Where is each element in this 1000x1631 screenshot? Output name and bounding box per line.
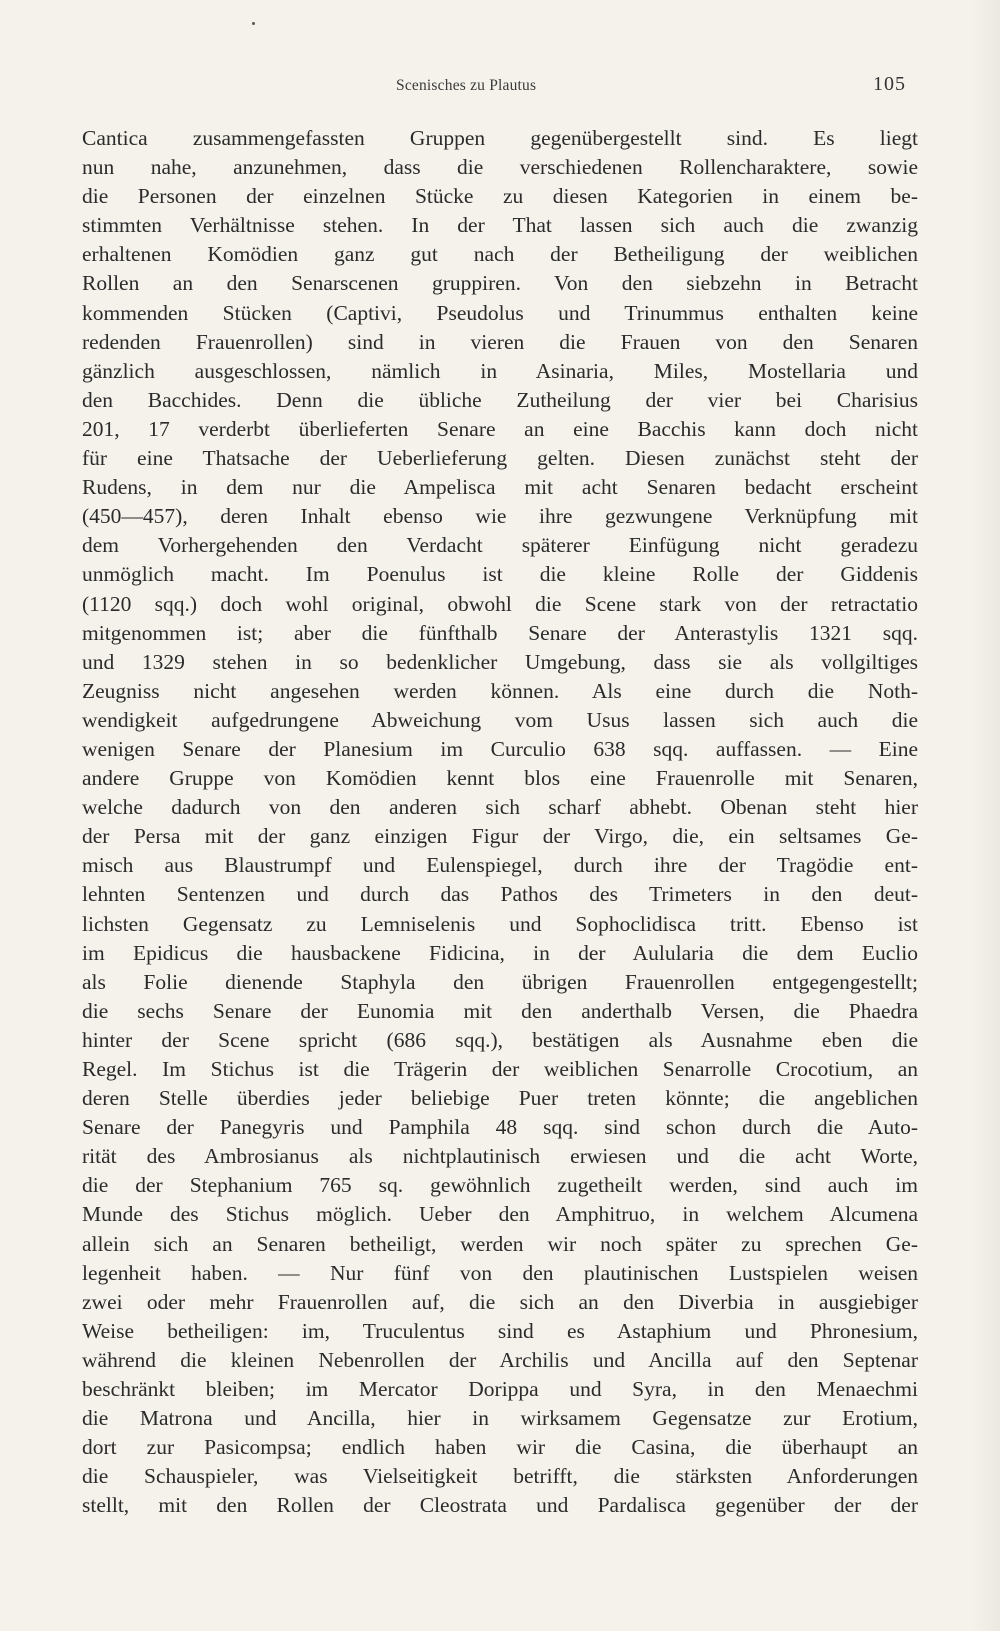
text-line: 201, 17 verderbt überlieferten Senare an eine Bacchis kann doch nicht xyxy=(82,416,918,441)
text-line: den Bacchides. Denn die übliche Zutheilung der vier bei Charisius xyxy=(82,387,918,412)
text-line: nun nahe, anzunehmen, dass die verschiedenen Rollencharaktere, sowie xyxy=(82,155,918,180)
text-line: misch aus Blaustrumpf und Eulenspiegel, durch ihre der Tragödie ent- xyxy=(82,853,918,878)
text-line: Zeugniss nicht angesehen werden können. Als eine durch die Noth- xyxy=(82,678,918,703)
text-line: mitgenommen ist; aber die fünfthalb Senare der Anterastylis 1321 sqq. xyxy=(82,620,918,645)
text-line: die Matrona und Ancilla, hier in wirksamem Gegensatze zur Erotium, xyxy=(82,1406,918,1431)
text-line: Senare der Panegyris und Pamphila 48 sqq. sind schon durch die Auto- xyxy=(82,1115,918,1140)
running-title: Scenisches zu Plautus xyxy=(396,77,537,94)
text-line: legenheit haben. — Nur fünf von den plautinischen Lustspielen weisen xyxy=(82,1260,918,1285)
text-line: stimmten Verhältnisse stehen. In der That lassen sich auch die zwanzig xyxy=(82,213,918,238)
text-line: hinter der Scene spricht (686 sqq.), bestätigen als Ausnahme eben die xyxy=(82,1027,918,1052)
text-line: die sechs Senare der Eunomia mit den anderthalb Versen, die Phaedra xyxy=(82,998,918,1023)
text-line: als Folie dienende Staphyla den übrigen Frauenrollen entgegengestellt; xyxy=(82,969,918,994)
text-line: die der Stephanium 765 sq. gewöhnlich zugetheilt werden, sind auch im xyxy=(82,1173,918,1198)
text-line: andere Gruppe von Komödien kennt blos eine Frauenrolle mit Senaren, xyxy=(82,766,918,791)
text-line: wenigen Senare der Planesium im Curculio 638 sqq. auffassen. — Eine xyxy=(82,736,918,761)
text-line: zwei oder mehr Frauenrollen auf, die sich an den Diverbia in ausgiebiger xyxy=(82,1289,918,1314)
text-line: (1120 sqq.) doch wohl original, obwohl die Scene stark von der retractatio xyxy=(82,591,918,616)
text-line: allein sich an Senaren betheiligt, werden wir noch später zu sprechen Ge- xyxy=(82,1231,918,1256)
print-speck xyxy=(252,22,255,25)
page-edge-shadow xyxy=(970,0,1000,1631)
body-text xyxy=(82,124,918,1521)
text-line: beschränkt bleiben; im Mercator Dorippa und Syra, in den Menaechmi xyxy=(82,1377,918,1402)
text-line: und 1329 stehen in so bedenklicher Umgebung, dass sie als vollgiltiges xyxy=(82,649,918,674)
running-head xyxy=(0,73,1000,101)
text-line: Cantica zusammengefassten Gruppen gegenübergestellt sind. Es liegt xyxy=(82,126,918,150)
text-line: dem Vorhergehenden den Verdacht späterer Einfügung nicht geradezu xyxy=(82,533,918,558)
text-line: Regel. Im Stichus ist die Trägerin der weiblichen Senarrolle Crocotium, an xyxy=(82,1057,918,1081)
text-line: gänzlich ausgeschlossen, nämlich in Asinaria, Miles, Mostellaria und xyxy=(82,358,918,383)
text-line: Weise betheiligen: im, Truculentus sind es Astaphium und Phronesium, xyxy=(82,1318,918,1343)
text-line: im Epidicus die hausbackene Fidicina, in der Aulularia die dem Euclio xyxy=(82,940,918,965)
text-line: erhaltenen Komödien ganz gut nach der Betheiligung der weiblichen xyxy=(82,242,918,267)
text-line: welche dadurch von den anderen sich scharf abhebt. Obenan steht hier xyxy=(82,795,918,820)
text-line: die Personen der einzelnen Stücke zu diesen Kategorien in einem be- xyxy=(82,184,918,209)
text-line: deren Stelle überdies jeder beliebige Puer treten könnte; die angeblichen xyxy=(82,1086,918,1111)
text-line: lehnten Sentenzen und durch das Pathos des Trimeters in den deut- xyxy=(82,882,918,907)
text-line: während die kleinen Nebenrollen der Archilis und Ancilla auf den Septenar xyxy=(82,1347,918,1372)
text-line: (450—457), deren Inhalt ebenso wie ihre gezwungene Verknüpfung mit xyxy=(82,504,918,529)
text-line: kommenden Stücken (Captivi, Pseudolus und Trinummus enthalten keine xyxy=(82,300,918,325)
text-line: lichsten Gegensatz zu Lemniselenis und Sophoclidisca tritt. Ebenso ist xyxy=(82,911,918,936)
text-line: redenden Frauenrollen) sind in vieren die Frauen von den Senaren xyxy=(82,329,918,354)
text-line: wendigkeit aufgedrungene Abweichung vom Usus lassen sich auch die xyxy=(82,707,918,732)
text-line: Munde des Stichus möglich. Ueber den Amphitruo, in welchem Alcumena xyxy=(82,1202,918,1227)
text-line: dort zur Pasicompsa; endlich haben wir die Casina, die überhaupt an xyxy=(82,1435,918,1460)
text-line: für eine Thatsache der Ueberlieferung gelten. Diesen zunächst steht der xyxy=(82,446,918,471)
text-line: Rollen an den Senarscenen gruppiren. Von den siebzehn in Betracht xyxy=(82,271,918,296)
page-number: 105 xyxy=(873,73,906,95)
text-line: unmöglich macht. Im Poenulus ist die kleine Rolle der Giddenis xyxy=(82,562,918,587)
text-line: rität des Ambrosianus als nichtplautinisch erwiesen und die acht Worte, xyxy=(82,1144,918,1169)
text-line: Rudens, in dem nur die Ampelisca mit acht Senaren bedacht erscheint xyxy=(82,475,918,500)
text-line: der Persa mit der ganz einzigen Figur der Virgo, die, ein seltsames Ge- xyxy=(82,824,918,849)
text-line: stellt, mit den Rollen der Cleostrata und Pardalisca gegenüber der der xyxy=(82,1493,918,1518)
text-line: die Schauspieler, was Vielseitigkeit betrifft, die stärksten Anforderungen xyxy=(82,1464,918,1489)
